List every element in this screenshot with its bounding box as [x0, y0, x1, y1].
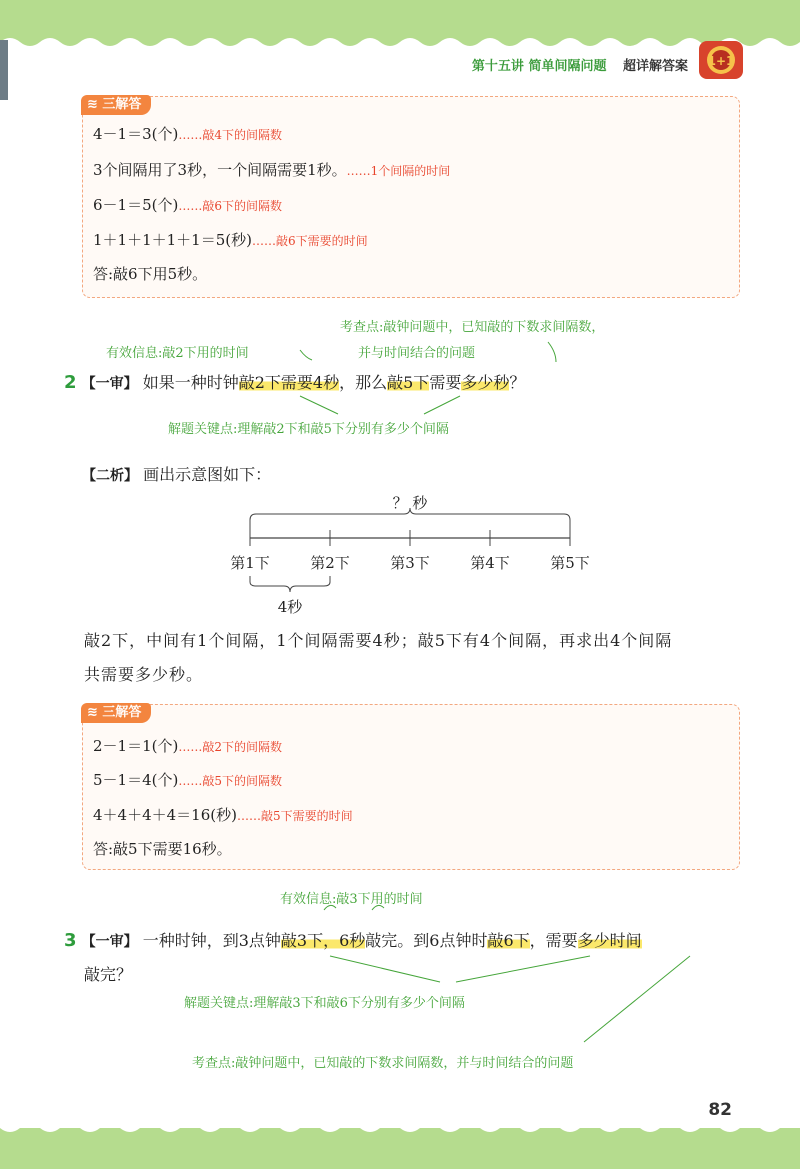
answer-tag: ≋ 三解答 [81, 703, 151, 723]
answer-conclusion: 答:敲5下需要16秒。 [93, 840, 232, 858]
lecture-number: 第十五讲 [471, 59, 524, 74]
answer-line: 2－1＝1(个)……敲2下的间隔数 [93, 737, 282, 755]
book-series: 超详解答案 [622, 59, 688, 74]
answer-line: 6－1＝5(个)……敲6下的间隔数 [93, 196, 282, 214]
key-point-annotation: 解题关键点:理解敲2下和敲5下分别有多少个间隔 [168, 422, 449, 437]
exam-point-annotation-2: 并与时间结合的问题 [358, 346, 476, 361]
answer-line: 3个间隔用了3秒，一个间隔需要1秒。……1个间隔的时间 [93, 161, 451, 179]
problem-3: 3 【一审】 一种时钟，到3点钟敲3下，6秒敲完。到6点钟时敲6下，需要多少时间 [64, 930, 642, 951]
analysis-explanation-line-1: 敲2下，中间有1个间隔，1个间隔需要4秒；敲5下有4个间隔，再求出4个间隔 [84, 631, 673, 650]
point-label: 第5下 [550, 554, 590, 572]
page-number: 82 [708, 1100, 732, 1120]
problem-number: 3 [64, 930, 77, 951]
point-label: 第3下 [390, 554, 430, 572]
point-label: 第2下 [310, 554, 350, 572]
answer-line: 4＋4＋4＋4＝16(秒)……敲5下需要的时间 [93, 806, 353, 824]
exam-point-annotation: 考查点:敲钟问题中，已知敲的下数求间隔数，并与时间结合的问题 [192, 1056, 574, 1071]
exam-point-annotation: 考查点:敲钟问题中，已知敲的下数求间隔数， [340, 320, 605, 335]
answer-tag: ≋ 三解答 [81, 95, 151, 115]
key-info-annotation: 有效信息:敲2下用的时间 [106, 346, 249, 361]
step-tag: 【一审】 [81, 376, 138, 392]
key-info-annotation: 有效信息:敲3下用的时间 [280, 892, 423, 907]
svg-text:1+1: 1+1 [707, 54, 735, 68]
answer-line: 1＋1＋1＋1＋1＝5(秒)……敲6下需要的时间 [93, 231, 368, 249]
diagram-top-label: ？ 秒 [392, 494, 428, 512]
step-tag: 【二析】 [82, 468, 138, 484]
analysis-heading: 【二析】 画出示意图如下： [82, 465, 272, 484]
problem-3-line-2: 敲完？ [84, 965, 133, 984]
step-tag: 【一审】 [81, 934, 138, 950]
bottom-decorative-band [0, 1128, 800, 1169]
analysis-explanation-line-2: 共需要多少秒。 [84, 665, 204, 684]
wave-border [0, 1120, 800, 1134]
diagram-bottom-label: 4秒 [277, 598, 303, 616]
lecture-topic: 简单间隔问题 [528, 59, 607, 74]
answer-box-2 [82, 704, 740, 870]
problem-number: 2 [64, 372, 77, 393]
point-label: 第1下 [230, 554, 270, 572]
interval-diagram [200, 490, 620, 620]
answer-line: 4－1＝3(个)……敲4下的间隔数 [93, 125, 282, 143]
answer-line: 5－1＝4(个)……敲5下的间隔数 [93, 771, 282, 789]
problem-2: 2 【一审】 如果一种时钟敲2下需要4秒，那么敲5下需要多少秒？ [64, 372, 526, 393]
point-label: 第4下 [470, 554, 510, 572]
key-point-annotation: 解题关键点:理解敲3下和敲6下分别有多少个间隔 [184, 996, 465, 1011]
answer-conclusion: 答:敲6下用5秒。 [93, 265, 208, 283]
